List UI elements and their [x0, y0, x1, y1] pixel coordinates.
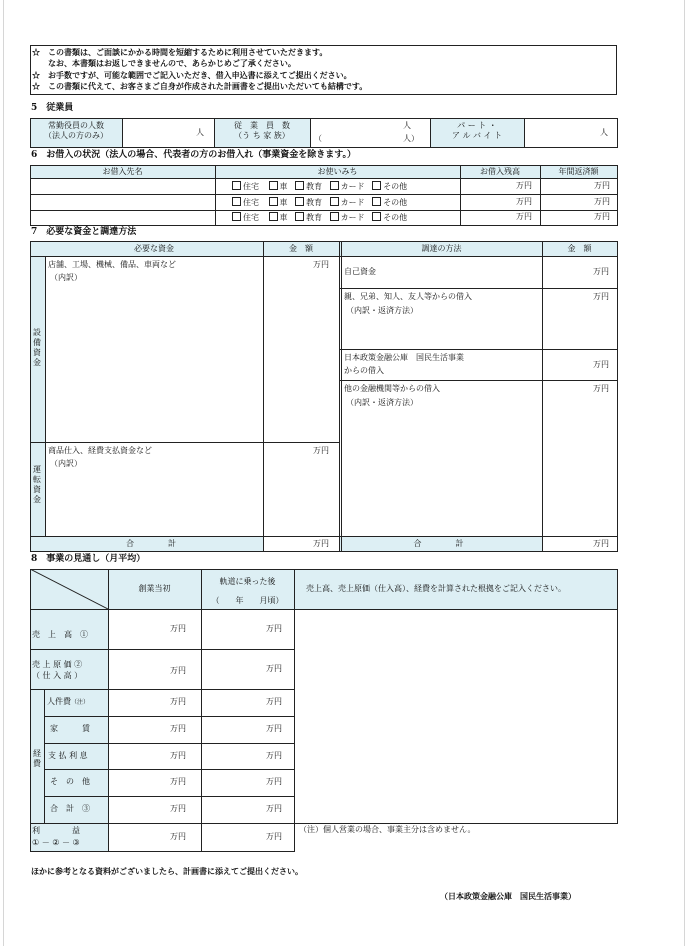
checkbox-car[interactable] — [269, 212, 278, 221]
s8-line-cost — [30, 689, 294, 690]
s7-working-item: 商品仕入、経費支払資金など — [48, 446, 152, 455]
s5-line-top — [30, 118, 618, 119]
employee-family-unit: 人） — [403, 134, 419, 143]
purpose-education-label: 教育 — [306, 213, 323, 222]
s8-v4 — [617, 569, 618, 824]
s8-row-profit-label-1: 利 益 — [32, 826, 80, 835]
employee-label — [214, 121, 310, 141]
s8-sales-track-unit: 万円 — [266, 624, 282, 633]
s8-row-profit-label-2: ① － ② － ③ — [32, 838, 80, 847]
checkbox-car[interactable] — [269, 197, 278, 206]
s7-line-relatives — [340, 349, 618, 350]
s8-cost-track-unit: 万円 — [266, 664, 282, 673]
purpose-car-label: 車 — [279, 213, 288, 222]
s5-v6 — [617, 118, 618, 148]
s7-equipment-item: 店舗、工場、機械、備品、車両など — [48, 260, 176, 269]
purpose-housing-label: 住宅 — [243, 198, 259, 207]
s6-line-2 — [30, 194, 618, 195]
s6-row-2-annual-unit: 万円 — [594, 197, 610, 206]
s8-col-track-2: （ 年 月頃） — [211, 596, 284, 605]
s5-v1 — [122, 118, 123, 148]
s8-sales-start-unit: 万円 — [170, 624, 186, 633]
s7-header-amount: 金 額 — [289, 244, 313, 253]
purpose-housing-label: 住宅 — [243, 213, 259, 222]
purpose-other-label: その他 — [383, 198, 408, 207]
s6-v4 — [617, 165, 618, 226]
part-label-line2: ア ル バ イ ト — [451, 131, 503, 140]
s7-line-working — [30, 442, 340, 443]
purpose-card-label: カード — [340, 213, 365, 222]
s7-jfc-unit: 万円 — [593, 360, 609, 369]
purpose-education-label: 教育 — [306, 198, 323, 207]
checkbox-other[interactable] — [372, 212, 381, 221]
part-time-label — [430, 121, 524, 141]
s7-header-method: 調達の方法 — [421, 244, 462, 253]
s6-line-1 — [30, 178, 618, 179]
s6-header-purpose: お使いみち — [317, 167, 358, 176]
employee-label-line2: （う ち 家 族） — [234, 131, 290, 140]
s8-v2 — [201, 569, 202, 852]
s8-personnel-start-unit: 万円 — [170, 697, 186, 706]
checkbox-card[interactable] — [330, 197, 339, 206]
s7-other-banks: 他の金融機関等からの借入 — [344, 384, 440, 393]
note-line-4: ☆ この書類に代えて、お客さまご自身が作成された計画書をご提出いただいても結構です。 — [32, 81, 368, 91]
s8-profit-track-unit: 万円 — [266, 832, 282, 841]
checkbox-car[interactable] — [269, 181, 278, 190]
officer-unit: 人 — [196, 128, 204, 137]
checkbox-education[interactable] — [295, 181, 304, 190]
s7-other-banks-breakdown: （内訳・返済方法） — [346, 398, 418, 407]
checkbox-card[interactable] — [330, 212, 339, 221]
s7-working-unit: 万円 — [313, 446, 329, 455]
purpose-car-label: 車 — [279, 182, 288, 191]
s7-line-total — [30, 536, 618, 537]
part-time-unit: 人 — [600, 128, 608, 137]
section8-title: 8 事業の見通し（月平均） — [31, 554, 146, 564]
s7-line-header — [30, 256, 618, 257]
s7-v0 — [30, 241, 31, 552]
s8-line-other — [44, 796, 294, 797]
s8-note: （注）個人営業の場合、事業主分は含めません。 — [299, 825, 476, 834]
checkbox-card[interactable] — [330, 181, 339, 190]
s7-side-working: 運転資金 — [33, 465, 41, 504]
s8-line-personnel — [44, 716, 294, 717]
section6-title: 6 お借入の状況（法人の場合、代表者の方のお借入れ（事業資金を除きます。） — [31, 150, 357, 160]
s8-side-expenses: 経費 — [33, 749, 41, 768]
s8-other-track-unit: 万円 — [266, 777, 282, 786]
s8-v3 — [294, 569, 295, 852]
s8-line-rent — [44, 743, 294, 744]
purpose-car-label: 車 — [279, 198, 288, 207]
s7-line-bottom — [30, 551, 618, 552]
s7-relatives-breakdown: （内訳・返済方法） — [346, 306, 418, 315]
checkbox-housing[interactable] — [232, 197, 241, 206]
s8-interest-track-unit: 万円 — [266, 751, 282, 760]
s8-line-interest — [44, 769, 294, 770]
s8-subtotal-track-unit: 万円 — [266, 804, 282, 813]
purpose-card-label: カード — [340, 182, 365, 191]
s7-v1 — [263, 241, 264, 552]
s7-relatives: 親、兄弟、知人、友人等からの借入 — [344, 292, 472, 301]
part-label-line1: パ ー ト ・ — [457, 121, 497, 130]
checkbox-education[interactable] — [295, 212, 304, 221]
s7-equipment-unit: 万円 — [313, 260, 329, 269]
s8-v0 — [30, 569, 31, 852]
s8-row-other-label: そ の 他 — [50, 777, 90, 786]
s8-row-interest-label: 支 払 利 息 — [48, 751, 88, 760]
s8-v1 — [108, 569, 109, 852]
s8-personnel-text: 人件費 — [47, 697, 71, 706]
employee-label-line1: 従 業 員 数 — [234, 121, 290, 130]
s7-total-left-label: 合 計 — [126, 539, 182, 548]
s8-rent-track-unit: 万円 — [266, 724, 282, 733]
s7-side-equipment: 設備資金 — [33, 328, 41, 367]
s8-line-header — [30, 609, 618, 610]
checkbox-education[interactable] — [295, 197, 304, 206]
employee-unit: 人 — [403, 121, 411, 130]
s6-row-1-balance-unit: 万円 — [516, 181, 532, 190]
s8-interest-start-unit: 万円 — [170, 751, 186, 760]
s8-personnel-track-unit: 万円 — [266, 697, 282, 706]
s6-row-2-purposes — [232, 197, 407, 208]
s6-header-annual: 年間返済額 — [558, 167, 599, 176]
s6-line-3 — [30, 210, 618, 211]
checkbox-housing[interactable] — [232, 181, 241, 190]
s7-v2 — [339, 241, 340, 552]
s6-header-lender: お借入先名 — [102, 167, 143, 176]
s8-subtotal-start-unit: 万円 — [170, 804, 186, 813]
s8-line-sales — [30, 649, 294, 650]
s8-row-personnel-label — [47, 697, 89, 708]
s8-col-start: 創業当初 — [138, 584, 171, 593]
s5-v3 — [310, 118, 311, 148]
s7-total-right-label: 合 計 — [413, 539, 470, 548]
s8-col-basis: 売上高、売上原価（仕入高）、経費を計算された根拠をご記入ください。 — [306, 584, 566, 593]
s7-header-need: 必要な資金 — [134, 244, 174, 253]
s8-row-cost-label-2: （ 仕 入 高 ） — [32, 671, 83, 680]
s7-jfc-line1: 日本政策金融公庫 国民生活事業 — [344, 353, 464, 362]
s7-line-own — [340, 288, 618, 289]
s7-other-banks-unit: 万円 — [593, 384, 609, 393]
s8-other-start-unit: 万円 — [170, 777, 186, 786]
checkbox-other[interactable] — [372, 181, 381, 190]
checkbox-housing[interactable] — [232, 212, 241, 221]
s7-v4 — [617, 241, 618, 552]
s8-row-sales-label: 売 上 高 ① — [32, 630, 88, 639]
s8-corner-diagonal — [30, 569, 108, 609]
s7-relatives-unit: 万円 — [593, 292, 609, 301]
s7-v2b — [341, 241, 342, 552]
checkbox-other[interactable] — [372, 197, 381, 206]
purpose-card-label: カード — [340, 198, 365, 207]
s7-line-jfc — [340, 380, 618, 381]
footer-message: ほかに参考となる資料がございましたら、計画書に添えてご提出ください。 — [31, 866, 303, 876]
purpose-other-label: その他 — [383, 182, 408, 191]
s8-line-bottom — [30, 851, 294, 852]
s7-v3 — [542, 241, 543, 552]
note-line-2: なお、本書類はお返しできませんので、あらかじめご了承ください。 — [32, 58, 296, 68]
s8-row-rent-label: 家 賃 — [50, 724, 90, 733]
footer-org: （日本政策金融公庫 国民生活事業） — [440, 891, 576, 901]
s6-line-0 — [30, 165, 618, 166]
s8-cost-start-unit: 万円 — [170, 666, 186, 675]
purpose-housing-label: 住宅 — [243, 182, 259, 191]
s7-own-funds: 自己資金 — [344, 267, 376, 276]
s7-equipment-breakdown: （内訳） — [50, 273, 82, 282]
s7-line-top — [30, 241, 618, 242]
purpose-education-label: 教育 — [306, 182, 323, 191]
s7-own-funds-unit: 万円 — [593, 267, 609, 276]
s8-line-top — [30, 569, 618, 570]
s5-v5 — [524, 118, 525, 148]
purpose-other-label: その他 — [383, 213, 408, 222]
s7-working-breakdown: （内訳） — [50, 459, 82, 468]
note-line-1: ☆ この書類は、ご面談にかかる時間を短縮するために利用させていただきます。 — [32, 47, 328, 57]
officer-label-line2: （法人の方のみ） — [44, 131, 108, 140]
note-line-3: ☆ お手数ですが、可能な範囲でご記入いただき、借入申込書に添えてご提出ください。 — [32, 70, 352, 80]
s8-row-subtotal-label: 合 計 ③ — [50, 804, 90, 813]
s5-line-bottom — [30, 147, 618, 148]
officer-label — [30, 121, 122, 141]
s6-row-3-purposes — [232, 212, 407, 223]
s7-jfc-line2: からの借入 — [344, 366, 384, 375]
s8-v-side — [44, 689, 45, 823]
s8-line-subtotal — [30, 823, 618, 824]
s8-rent-start-unit: 万円 — [170, 724, 186, 733]
s6-header-balance: お借入残高 — [480, 167, 520, 176]
section5-title: 5 従業員 — [31, 103, 74, 113]
officer-label-line1: 常勤役員の人数 — [48, 121, 104, 130]
s6-row-3-balance-unit: 万円 — [516, 212, 532, 221]
s6-row-2-balance-unit: 万円 — [516, 197, 532, 206]
s8-col-track-1: 軌道に乗った後 — [219, 577, 276, 586]
section7-title: 7 必要な資金と調達方法 — [31, 227, 137, 237]
s6-row-3-annual-unit: 万円 — [594, 212, 610, 221]
s8-profit-start-unit: 万円 — [170, 832, 186, 841]
s8-row-cost-label-1: 売 上 原 価 ② — [32, 660, 83, 669]
employee-paren-open: （ — [314, 134, 322, 143]
s7-header-amount2: 金 額 — [567, 244, 592, 253]
s6-row-1-annual-unit: 万円 — [594, 181, 610, 190]
s7-total-right-unit: 万円 — [593, 539, 609, 548]
s7-total-left-unit: 万円 — [313, 539, 329, 548]
s6-line-4 — [30, 225, 618, 226]
s7-v-side — [45, 256, 46, 536]
page-edge-right — [684, 0, 685, 946]
page-edge-left — [3, 0, 4, 946]
s8-personnel-note: （注） — [71, 699, 90, 706]
s6-row-1-purposes — [232, 181, 407, 192]
